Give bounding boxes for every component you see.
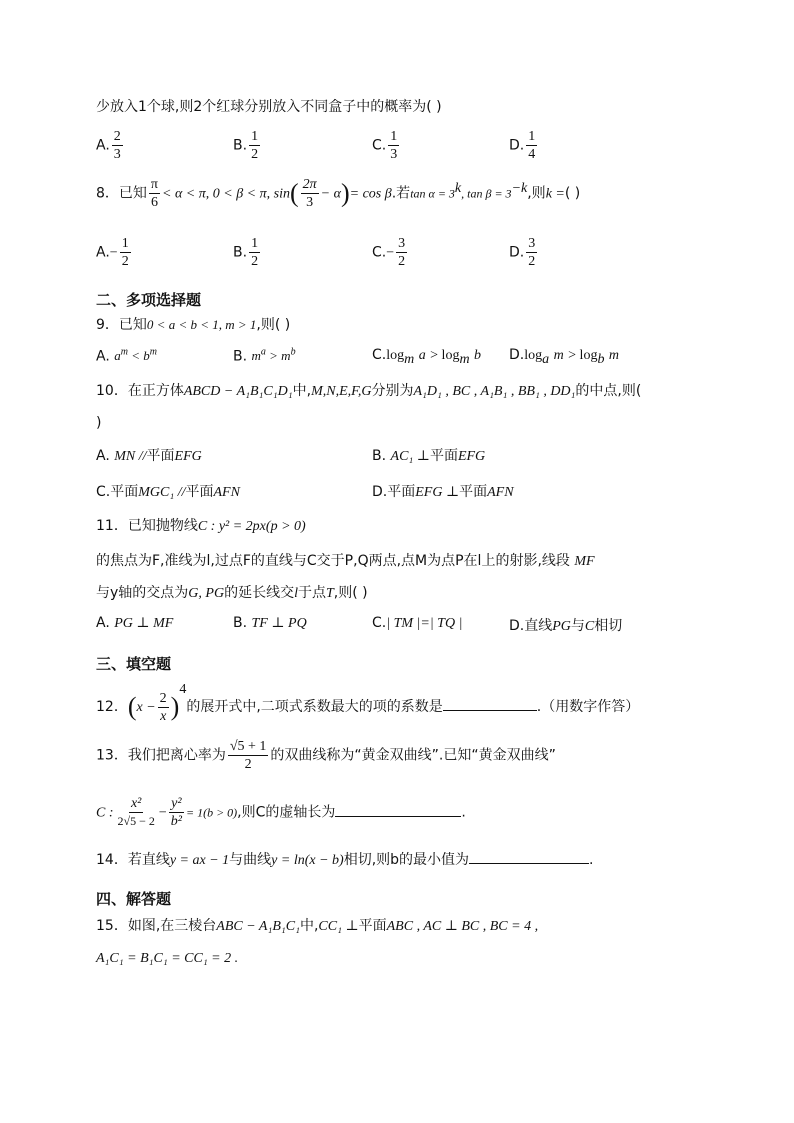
q10-option-b[interactable]: [372, 445, 485, 465]
q12-tail: .（用数字作答）: [536, 699, 640, 715]
option-label: A.: [96, 615, 110, 631]
q10-cube: ABCD − A₁B₁C₁D₁: [183, 384, 293, 399]
option-math: PG ⊥ MF: [114, 616, 174, 631]
q10-fenbie: 分别为: [371, 383, 414, 399]
q9-option-d[interactable]: $D.\log_a$ $m > \log_b m$: [509, 347, 620, 367]
option-math: MN //: [114, 449, 147, 464]
q11-text: 的焦点为F,准线为l,过点F的直线与C交于P,Q两点,点M为点P在l上的射影,线段: [96, 553, 570, 569]
numerator: 3: [528, 236, 536, 251]
option-label: C.: [372, 137, 387, 154]
option-label: C.: [372, 244, 387, 261]
q8-option-b[interactable]: [233, 235, 262, 270]
q8-option-c[interactable]: [372, 235, 409, 270]
fraction: [228, 738, 269, 773]
denominator: 2: [251, 254, 259, 269]
q12-text: 的展开式中,二项式系数最大的项的系数是: [186, 699, 443, 715]
option-plane: AFN: [213, 485, 240, 500]
q8-eq-cos: = cos β: [349, 186, 392, 202]
q14-intro: 14．若直线: [96, 852, 170, 868]
option-label: D.直线: [509, 618, 553, 634]
q13-text: ,则C的虚轴长为: [237, 804, 336, 821]
q7-option-c[interactable]: [372, 128, 401, 163]
q11-g-pg: G, PG: [188, 586, 225, 601]
q10-option-c[interactable]: [96, 481, 240, 501]
option-math: | TM |=| TQ |: [386, 616, 463, 631]
option-plane: AFN: [487, 485, 514, 500]
q10-tail: 的中点,则(: [575, 383, 642, 399]
answer-blank[interactable]: [335, 804, 461, 817]
denominator: 2: [251, 147, 259, 162]
q11-text: 于点: [297, 585, 326, 601]
fraction: [249, 128, 260, 163]
q15-text: 中,: [299, 918, 319, 934]
option-label: D.: [509, 137, 525, 154]
option-text: 平面: [459, 484, 488, 500]
right-paren: ): [340, 178, 350, 208]
q7-option-a[interactable]: [96, 128, 125, 163]
q15-stem-line1: [96, 916, 538, 937]
denominator: b²: [170, 814, 182, 829]
numerator: 1: [251, 129, 259, 144]
option-text: 平面: [146, 448, 175, 464]
q8-tail: ,则: [527, 185, 546, 202]
option-label: B.: [233, 244, 248, 261]
numerator: 1: [390, 129, 398, 144]
q13-stem-line2: C : $\frac{\text{x²}}{2√5 - 2}$ − $\frac{\text{y²}}{\text{b²}}$ = 1(b > 0),则C的虚轴长为 .: [96, 796, 466, 829]
q9-tail: ,则( ): [256, 317, 291, 333]
option-label: C.: [372, 615, 387, 631]
q11-stem-line2: [96, 551, 595, 572]
q10-zhong: 中,: [292, 383, 312, 399]
numerator: y²: [171, 796, 182, 811]
q8-tan-alpha: tan α = 3: [410, 186, 455, 201]
numerator: 1: [528, 129, 536, 144]
numerator: 2: [113, 129, 121, 144]
q9-condition: 0 < a < b < 1, m > 1: [146, 317, 257, 332]
option-math: PG: [552, 619, 571, 634]
option-sign: −: [109, 245, 118, 261]
q14-curve: y = ln(x − b): [271, 853, 344, 868]
denominator: 3: [306, 195, 314, 210]
denominator: 3: [113, 147, 121, 162]
q8-number: 8．已知: [96, 185, 147, 202]
q11-option-c[interactable]: [372, 615, 462, 632]
numerator: π: [150, 177, 158, 192]
q12-stem: [96, 682, 639, 725]
q11-option-a[interactable]: [96, 615, 173, 632]
option-text: 平面: [429, 448, 458, 464]
denominator: 3: [390, 147, 398, 162]
denominator: 2: [121, 254, 129, 269]
q11-l: l: [294, 586, 298, 601]
q11-text: 的延长线交: [224, 585, 295, 601]
option-math: MGC₁ //: [138, 485, 186, 500]
option-label: D.平面: [372, 484, 416, 500]
q8-ruo: .若: [391, 185, 411, 202]
fraction: [526, 128, 537, 163]
q14-line: y = ax − 1: [169, 853, 230, 868]
q15-text: 平面: [358, 918, 387, 934]
denominator: 4: [528, 147, 536, 162]
q10-option-a[interactable]: [96, 445, 202, 465]
option-math: AC₁ ⊥: [390, 449, 430, 464]
q12-power: 4: [179, 682, 187, 697]
q7-option-d[interactable]: [509, 128, 539, 163]
q14-text: 相切,则b的最小值为: [343, 852, 470, 868]
q14-text: 与曲线: [229, 852, 272, 868]
denominator: 2: [244, 757, 252, 772]
option-math: EFG ⊥: [415, 485, 460, 500]
q8-k-sup: k: [454, 180, 462, 196]
option-label: A.: [96, 137, 110, 154]
fraction: [112, 128, 123, 163]
q15-cc1: CC₁ ⊥: [318, 919, 359, 934]
answer-blank[interactable]: [443, 698, 537, 711]
right-paren: ): [170, 692, 180, 721]
q13-eq: = 1(b > 0): [185, 805, 238, 820]
numerator: 1: [251, 236, 259, 251]
q13-dot: .: [461, 804, 466, 821]
q15-frustum: ABC − A₁B₁C₁: [216, 919, 300, 934]
numerator: 3: [398, 236, 406, 251]
option-label: B.: [372, 448, 387, 464]
q11-stem-line3: [96, 583, 368, 604]
option-label: B.: [233, 137, 248, 154]
option-sign: −: [386, 245, 395, 261]
q14-stem: [96, 850, 594, 871]
numerator: 1: [121, 236, 129, 251]
numerator: √5 + 1: [229, 739, 267, 754]
q8-stem: [96, 176, 580, 211]
numerator: 2π: [302, 177, 317, 192]
q10-edges: A₁D₁ , BC , A₁B₁ , BB₁ , DD₁: [413, 384, 576, 399]
q9-option-a[interactable]: A. $a^m < b^m$: [96, 347, 157, 365]
option-text: 平面: [185, 484, 214, 500]
q10-option-d[interactable]: [372, 481, 514, 501]
option-plane: EFG: [457, 449, 486, 464]
fraction: [526, 235, 537, 270]
numerator: x²: [130, 796, 142, 811]
q14-dot: .: [589, 852, 594, 868]
fraction: [301, 176, 319, 211]
denominator: 2: [528, 254, 536, 269]
left-paren: (: [289, 178, 299, 208]
option-math: C: [584, 619, 595, 634]
denominator: 6: [150, 195, 158, 210]
q15-stem-line2: A₁C₁ = B₁C₁ = CC₁ = 2 .: [96, 951, 239, 966]
fraction: [120, 235, 131, 270]
q8-minus-alpha: − α: [320, 186, 341, 202]
q8-condition: < α < π, 0 < β < π, sin: [162, 186, 290, 202]
option-label: B.: [233, 615, 248, 631]
q10-stem-line2: ): [96, 415, 102, 431]
fraction: [158, 690, 169, 725]
q12-x: x −: [136, 700, 156, 715]
q9-option-c[interactable]: $C.\log_m$ $a > \log_m b$: [372, 347, 482, 367]
q11-mf: MF: [574, 554, 595, 569]
left-paren: (: [127, 692, 137, 721]
q8-k-eq: k =: [545, 186, 565, 202]
q8-tan-beta: , tan β = 3: [461, 186, 512, 201]
fraction: [149, 176, 160, 211]
q8-paren: ( ): [564, 185, 581, 202]
fraction: [396, 235, 407, 270]
q11-text: 与y轴的交点为: [96, 585, 189, 601]
q10-intro: 10．在正方体: [96, 383, 184, 399]
q10-points: M,N,E,F,G: [311, 384, 372, 399]
fraction: [249, 235, 260, 270]
option-text: 相切: [594, 618, 623, 634]
fraction: [116, 795, 157, 830]
q13-stem-line1: [96, 738, 556, 773]
denominator: 2: [398, 254, 406, 269]
q15-conditions: ABC , AC ⊥ BC , BC = 4 ,: [386, 919, 539, 934]
denominator: 2√5 − 2: [117, 814, 155, 828]
section-heading-solution: 四、解答题: [96, 890, 172, 908]
option-label: A.: [96, 244, 110, 261]
answer-blank[interactable]: [469, 851, 589, 864]
option-math: TF ⊥ PQ: [251, 616, 307, 631]
fraction: [388, 128, 399, 163]
option-plane: EFG: [174, 449, 202, 464]
q11-t: T: [325, 586, 334, 601]
q8-option-d[interactable]: [509, 235, 539, 270]
q8-negk-sup: −k: [511, 180, 528, 196]
q11-intro: 11．已知抛物线: [96, 518, 198, 534]
option-label: A.: [96, 448, 110, 464]
q12-number: 12．: [96, 699, 128, 715]
q9-number: 9．已知: [96, 317, 147, 333]
q7-option-b[interactable]: [233, 128, 262, 163]
q11-parabola: C : y² = 2px(p > 0): [197, 519, 306, 534]
q10-stem-line1: [96, 381, 641, 402]
q13-text: 的双曲线称为“黄金双曲线”.已知“黄金双曲线”: [270, 747, 556, 764]
section-heading-fill-blank: 三、填空题: [96, 655, 172, 673]
q13-intro: 13．我们把离心率为: [96, 747, 226, 764]
q9-option-b[interactable]: B. $m^a > m^b$: [233, 347, 296, 365]
q13-c-label: C :: [96, 805, 114, 821]
numerator: 2: [159, 690, 167, 706]
q11-tail: ,则( ): [333, 585, 368, 601]
option-text: 与: [570, 618, 585, 634]
q7-stem-tail: 少放入1个球,则2个红球分别放入不同盒子中的概率为( ): [96, 99, 442, 115]
fraction: [169, 795, 184, 830]
q8-option-a[interactable]: [96, 235, 133, 270]
section-heading-multiple-choice: 二、多项选择题: [96, 291, 202, 309]
q15-intro: 15．如图,在三棱台: [96, 918, 217, 934]
denominator: x: [160, 708, 167, 724]
option-label: D.: [509, 244, 525, 261]
q9-stem: [96, 315, 290, 335]
option-label: C.平面: [96, 484, 139, 500]
q11-option-d[interactable]: [509, 615, 622, 635]
q11-stem-line1: [96, 516, 306, 537]
q11-option-b[interactable]: [233, 615, 307, 632]
